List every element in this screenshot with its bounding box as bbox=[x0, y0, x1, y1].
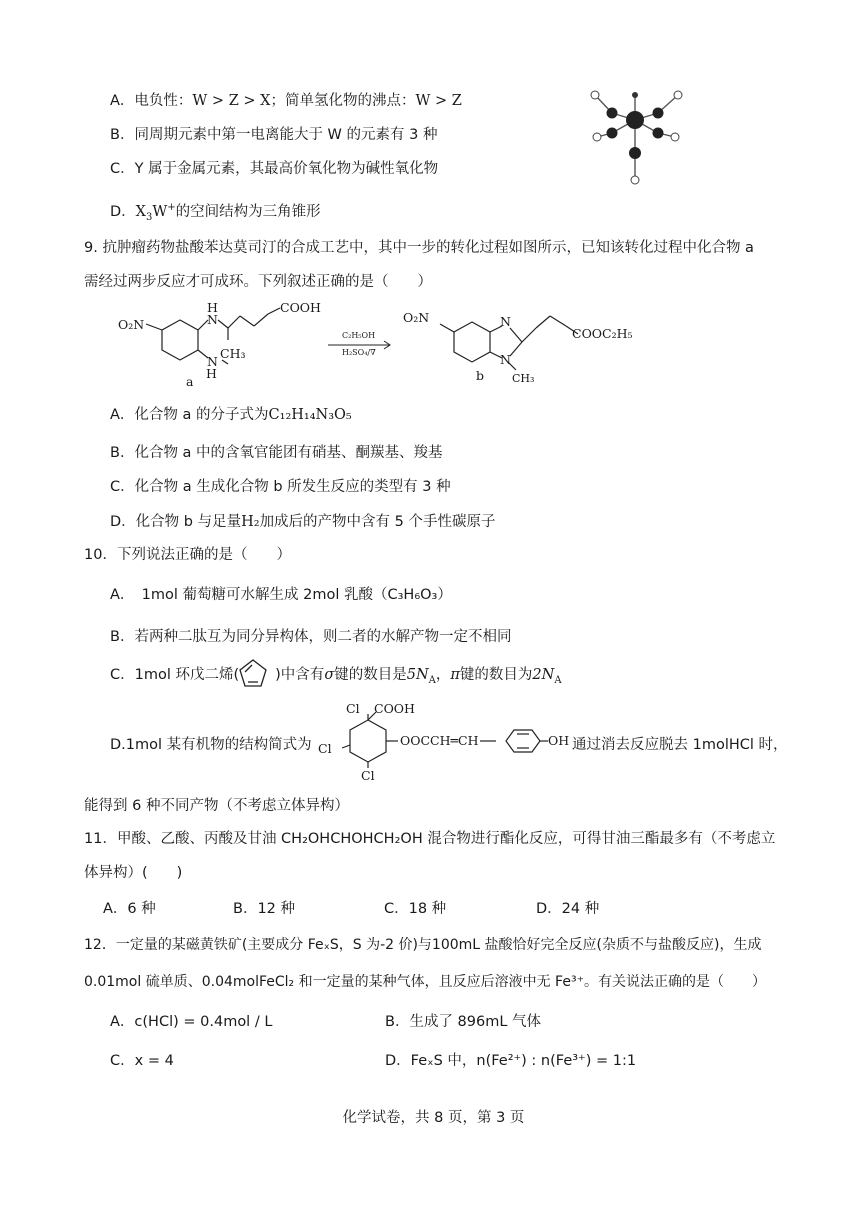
q10-d-structure bbox=[318, 700, 570, 784]
q10-option-d-prefix: D.1mol 某有机物的结构简式为 bbox=[110, 737, 312, 753]
q12-option-a: A．c(HCl) = 0.4mol / L bbox=[110, 1014, 273, 1030]
q9-option-b: B．化合物 a 中的含氧官能团有硝基、酮羰基、羧基 bbox=[110, 445, 443, 461]
q8-option-b: B．同周期元素中第一电离能大于 W 的元素有 3 种 bbox=[110, 127, 438, 143]
q10-option-a: A． 1mol 葡萄糖可水解生成 2mol 乳酸（C₃H₆O₃） bbox=[110, 587, 452, 603]
page-footer: 化学试卷，共 8 页，第 3 页 bbox=[342, 1110, 525, 1126]
reagent-top: C₂H₅OH bbox=[342, 331, 376, 340]
q9-stem-line2: 需经过两步反应才可成环。下列叙述正确的是（ ） bbox=[84, 274, 432, 290]
q10-option-d-end: 通过消去反应脱去 1molHCl 时， bbox=[572, 737, 788, 753]
q10-d-cl-top: Cl bbox=[346, 701, 360, 716]
q10-d-oh: OH bbox=[548, 733, 570, 748]
q11-option-c: C．18 种 bbox=[384, 901, 447, 917]
q11-option-a: A．6 种 bbox=[103, 901, 156, 917]
q11-stem-line2: 体异构）( ) bbox=[84, 865, 183, 881]
compound-a-h-bottom: H bbox=[206, 366, 217, 381]
q10-d-cooh: COOH bbox=[374, 701, 415, 716]
q10-d-chain: OOCCH═CH bbox=[400, 733, 479, 748]
q10-option-d-line2: 能得到 6 种不同产物（不考虑立体异构） bbox=[84, 798, 349, 814]
q8-option-c: C．Y 属于金属元素，其最高价氧化物为碱性氧化物 bbox=[110, 161, 439, 177]
q12-stem-line2: 0.01mol 硫单质、0.04molFeCl₂ 和一定量的某种气体，且反应后溶液中无 Fe³⁺。有关说法正确的是（ ） bbox=[84, 974, 766, 990]
compound-b-no2: O₂N bbox=[403, 310, 430, 325]
q10-d-cl-bottom: Cl bbox=[361, 768, 375, 783]
q12-option-b: B．生成了 896mL 气体 bbox=[385, 1014, 542, 1030]
compound-a-label: a bbox=[186, 374, 194, 389]
reagent-bottom: H₂SO₄/∇ bbox=[342, 348, 376, 357]
q8-option-a: A．电负性：W > Z > X；简单氢化物的沸点：W > Z bbox=[110, 93, 462, 109]
q10-option-c: C．1mol 环戊二烯( )中含有σ键的数目是$5N_A$，π键的数目为$2N_A$ bbox=[110, 667, 562, 686]
q9-stem-line1: 9. 抗肿瘤药物盐酸苯达莫司汀的合成工艺中，其中一步的转化过程如图所示，已知该转化过程中化合物 a bbox=[84, 240, 754, 256]
q11-option-d: D．24 种 bbox=[536, 901, 600, 917]
compound-b-label: b bbox=[476, 368, 485, 383]
compound-a-h-top: H bbox=[207, 300, 218, 315]
q11-stem-line1: 11．甲酸、乙酸、丙酸及甘油 CH₂OHCHOHCH₂OH 混合物进行酯化反应，可得甘油三酯最多有（不考虑立 bbox=[84, 831, 776, 847]
compound-a-n-methyl: N bbox=[207, 354, 218, 369]
reaction-scheme bbox=[110, 298, 670, 390]
q9-option-d: D．化合物 b 与足量H₂加成后的产物中含有 5 个手性碳原子 bbox=[110, 514, 496, 530]
compound-a-nh: N bbox=[207, 312, 218, 327]
q11-option-b: B．12 种 bbox=[233, 901, 296, 917]
q12-stem-line1: 12．一定量的某磁黄铁矿(主要成分 FeₓS，S 为-2 价)与100mL 盐酸恰好完全反应(杂质不与盐酸反应)，生成 bbox=[84, 937, 762, 953]
q12-option-c: C．x = 4 bbox=[110, 1053, 174, 1069]
compound-a-no2: O₂N bbox=[118, 317, 145, 332]
q12-option-d: D．FeₓS 中，n(Fe²⁺) : n(Fe³⁺) = 1:1 bbox=[385, 1053, 637, 1069]
q9-option-c: C．化合物 a 生成化合物 b 所发生反应的类型有 3 种 bbox=[110, 479, 451, 495]
compound-b-ch3: CH₃ bbox=[512, 372, 535, 385]
cyclopentadiene-structure bbox=[237, 657, 269, 691]
compound-b-cooet: COOC₂H₅ bbox=[572, 326, 633, 341]
q10-stem: 10．下列说法正确的是（ ） bbox=[84, 547, 291, 563]
q10-option-b: B．若两种二肽互为同分异构体，则二者的水解产物一定不相同 bbox=[110, 629, 512, 645]
compound-a-ch3: CH₃ bbox=[220, 346, 246, 361]
molecule-model-image bbox=[585, 85, 695, 190]
compound-b-n-top: N bbox=[500, 314, 511, 329]
compound-a-cooh: COOH bbox=[280, 300, 321, 315]
q9-option-a: A．化合物 a 的分子式为C₁₂H₁₄N₃O₅ bbox=[110, 407, 352, 423]
q10-d-cl-left: Cl bbox=[318, 741, 332, 756]
q8-option-d: D．$X_3W^+$的空间结构为三角锥形 bbox=[110, 202, 321, 223]
compound-b-n-bottom: N bbox=[500, 352, 511, 367]
